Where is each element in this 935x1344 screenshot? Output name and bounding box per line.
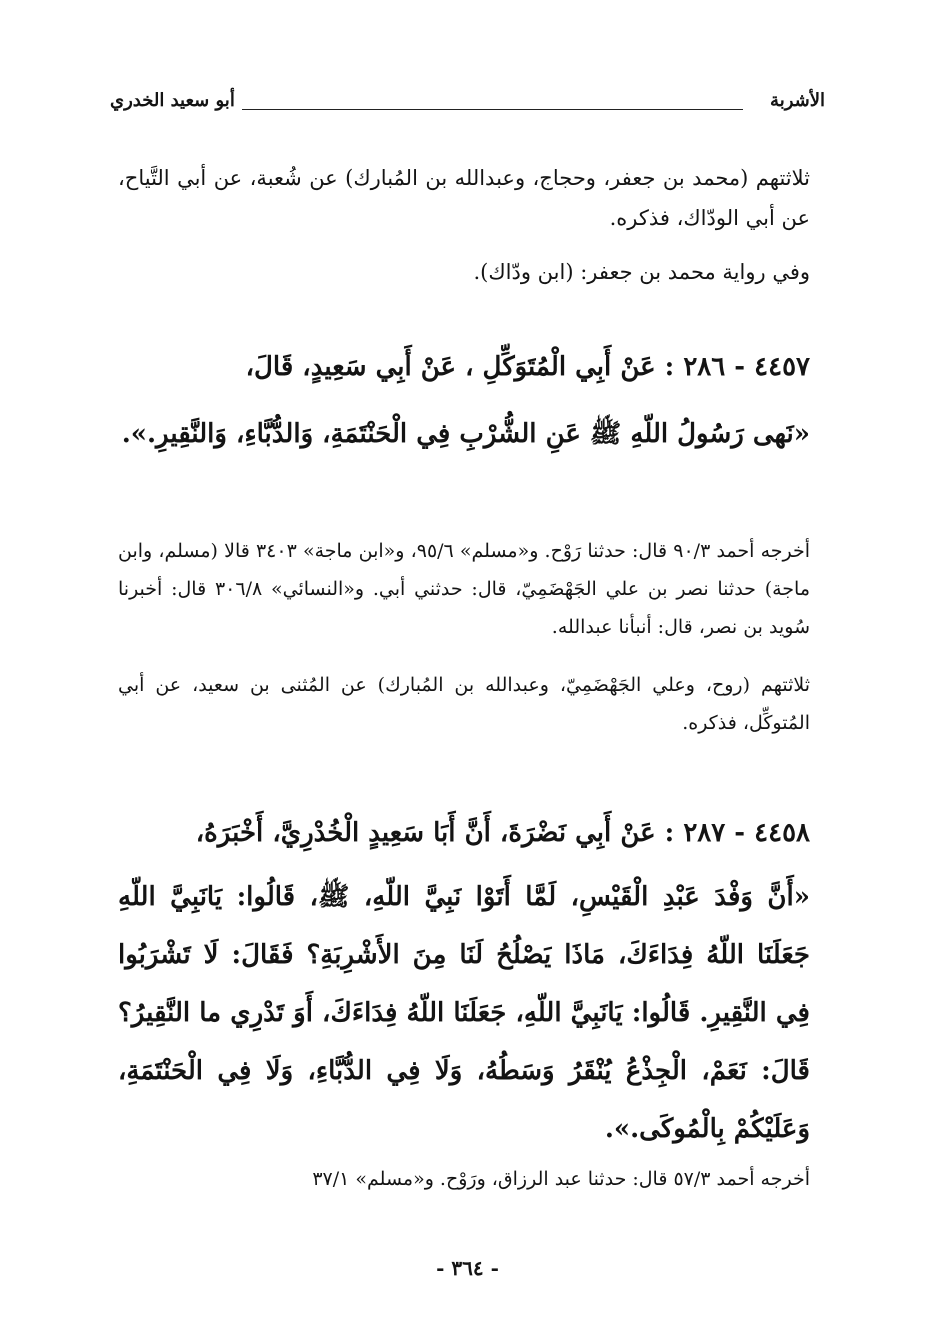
hadith-4457-chain: ٤٤٥٧ - ٢٨٦ : عَنْ أَبِي الْمُتَوَكِّلِ ، عَنْ أَبِي سَعِيدٍ، قَالَ، [245, 352, 810, 382]
header-rule [242, 109, 743, 110]
running-header [110, 90, 825, 126]
hadith-4458-text: «أَنَّ وَفْدَ عَبْدِ الْقَيْسِ، لَمَّا أَتَوْا نَبِيَّ اللّهِ، ﷺ، قَالُوا: يَانَبِيَّ اللّهِ جَعَلَنَا اللّهُ فِدَاءَكَ، مَاذَا يَصْلُحُ لَنَا مِنَ الأَشْرِبَةِ؟ فَقَالَ: لَا تَشْرَبُوا فِي النَّقِيرِ. قَالُوا: يَانَبِيَّ اللّهِ، جَعَلَنَا اللّهُ فِدَاءَكَ، أَوَ تَدْرِي ما النَّقِيرُ؟ قَالَ: نَعَمْ، الْجِذْعُ يُنْقَرُ وَسَطُهُ، وَلَا فِي الدُّبَّاءِ، وَلَا فِي الْحَنْتَمَةِ، وَعَلَيْكُمْ بِالْمُوكَى.». [118, 882, 810, 1144]
variant-note: وفي رواية محمد بن جعفر: (ابن ودّاك). [473, 260, 810, 284]
companion-name: أبو سعيد الخدري [110, 90, 235, 111]
chapter-title: الأشربة [770, 90, 825, 111]
narrators-paragraph: ثلاثتهم (محمد بن جعفر، وحجاج، وعبدالله بن المُبارك) عن شُعبة، عن أبي التَّياح، عن أبي الودّاك، فذكره. [118, 166, 810, 230]
hadith-4458-sources: أخرجه أحمد ٥٧/٣ قال: حدثنا عبد الرزاق، ورَوْح. و«مسلم» ٣٧/١ [312, 1168, 810, 1190]
page-number: - ٣٦٤ - [436, 1256, 499, 1280]
hadith-4457-narrators: ثلاثتهم (روح، وعلي الجَهْضَمِيّ، وعبدالله بن المُبارك) عن المُثنى بن سعيد، عن أبي المُتوكِّل، فذكره. [118, 674, 810, 734]
hadith-4457-sources: أخرجه أحمد ٩٠/٣ قال: حدثنا رَوْح. و«مسلم» ٩٥/٦، و«ابن ماجة» ٣٤٠٣ قالا (مسلم، وابن ماجة) حدثنا نصر بن علي الجَهْضَمِيّ، قال: حدثني أبي. و«النسائي» ٣٠٦/٨ قال: أخبرنا سُويد بن نصر، قال: أنبأنا عبدالله. [118, 540, 811, 638]
hadith-4457-text: «نَهى رَسُولُ اللّهِ ﷺ عَنِ الشُّرْبِ فِي الْحَنْتَمَةِ، وَالدُّبَّاءِ، وَالنَّقِيرِ.». [121, 419, 810, 449]
hadith-4458-chain: ٤٤٥٨ - ٢٨٧ : عَنْ أَبِي نَضْرَةَ، أَنَّ أَبَا سَعِيدٍ الْخُدْرِيَّ، أَخْبَرَهُ، [195, 818, 810, 848]
